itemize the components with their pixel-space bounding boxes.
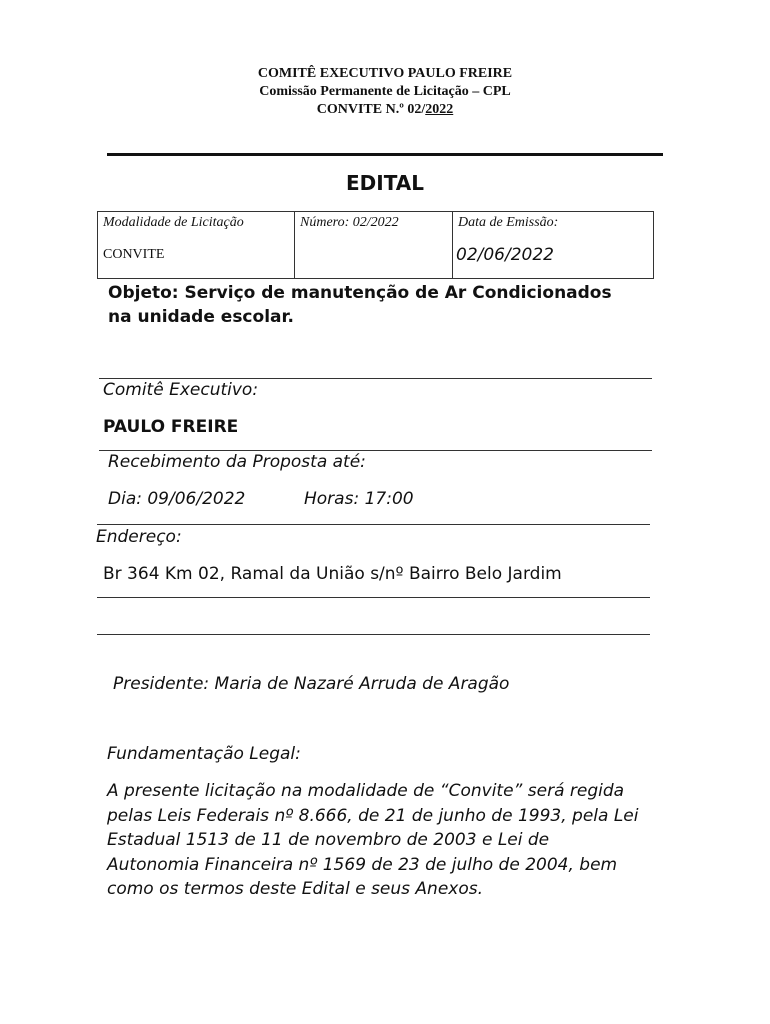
modalidade-cell bbox=[98, 212, 294, 278]
recebimento-dia: Dia: 09/06/2022 bbox=[108, 489, 246, 509]
divider-endereco bbox=[97, 524, 650, 525]
header-org-name: COMITÊ EXECUTIVO PAULO FREIRE bbox=[257, 66, 513, 81]
numero-cell bbox=[294, 212, 452, 278]
objeto-line-2: na unidade escolar. bbox=[108, 307, 294, 327]
divider-comite bbox=[99, 378, 652, 379]
fundamentacao-line-3: Estadual 1513 de 11 de novembro de 2003 e Lei de bbox=[107, 830, 550, 850]
data-emissao-label: Data de Emissão: bbox=[458, 215, 559, 230]
comite-label: Comitê Executivo: bbox=[103, 380, 259, 400]
divider-blank-line bbox=[97, 634, 650, 635]
fundamentacao-line-5: como os termos deste Edital e seus Anexos. bbox=[107, 879, 484, 899]
presidente-text: Presidente: Maria de Nazaré Arruda de Aragão bbox=[113, 674, 510, 694]
header-commission: Comissão Permanente de Licitação – CPL bbox=[259, 84, 511, 99]
comite-value: PAULO FREIRE bbox=[103, 417, 239, 437]
fundamentacao-label: Fundamentação Legal: bbox=[107, 744, 301, 764]
recebimento-label: Recebimento da Proposta até: bbox=[108, 452, 366, 472]
recebimento-horas: Horas: 17:00 bbox=[304, 489, 414, 509]
info-table bbox=[97, 211, 654, 279]
divider-endereco-bottom bbox=[97, 597, 650, 598]
fundamentacao-line-4: Autonomia Financeira nº 1569 de 23 de julho de 2004, bem bbox=[107, 854, 618, 875]
fundamentacao-line-2: pelas Leis Federais nº 8.666, de 21 de junho de 1993, pela Lei bbox=[107, 805, 639, 826]
data-emissao-value: 02/06/2022 bbox=[456, 245, 554, 265]
fundamentacao-body bbox=[107, 779, 638, 902]
modalidade-value: CONVITE bbox=[103, 247, 165, 262]
numero-label: Número: 02/2022 bbox=[300, 215, 399, 230]
endereco-label: Endereço: bbox=[96, 527, 182, 547]
header-convite bbox=[0, 101, 770, 118]
header-convite-prefix: CONVITE N.º 02/ bbox=[316, 102, 426, 117]
fundamentacao-line-1: A presente licitação na modalidade de “Convite” será regida bbox=[107, 781, 625, 801]
modalidade-label: Modalidade de Licitação bbox=[103, 215, 244, 230]
objeto-line-1: Objeto: Serviço de manutenção de Ar Condicionados bbox=[108, 283, 612, 303]
endereco-value: Br 364 Km 02, Ramal da União s/nº Bairro Belo Jardim bbox=[103, 564, 562, 584]
document-title: EDITAL bbox=[345, 171, 425, 195]
divider-recebimento bbox=[99, 450, 652, 451]
data-cell bbox=[452, 212, 653, 278]
header-convite-year: 2022 bbox=[425, 102, 454, 117]
header-divider bbox=[107, 153, 663, 156]
objeto-text bbox=[108, 281, 612, 329]
